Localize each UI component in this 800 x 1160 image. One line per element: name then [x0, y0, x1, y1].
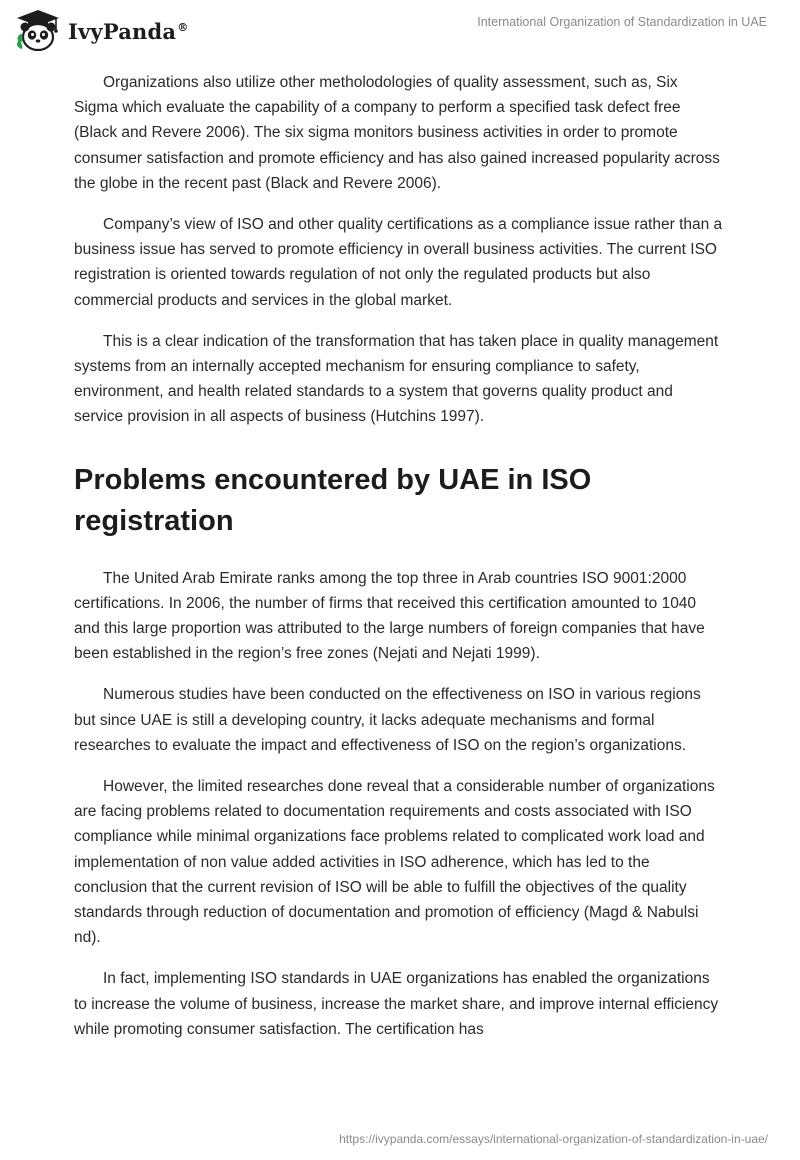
section-heading: Problems encountered by UAE in ISO registration [74, 463, 592, 537]
source-url[interactable]: https://ivypanda.com/essays/international-organization-of-standardization-in-uae/ [339, 1132, 768, 1146]
paragraph: The United Arab Emirate ranks among the top three in Arab countries ISO 9001:2000 certifications. In 2006, the number of firms that received this certification amounted to 1040 and this large proportion was attributed to the large numbers of foreign companies that have been established in the region’s free zones (Nejati and Nejati 1999). [74, 569, 705, 663]
paragraph: Organizations also utilize other metholodologies of quality assessment, such as, Six Sigma which evaluate the capability of a company to perform a specified task defect free (Black and Revere 2006). The six sigma monitors business activities in order to promote consumer satisfaction and promote efficiency and has also gained increased popularity across the globe in the recent past (Black and Revere 2006). [74, 74, 720, 192]
brand-name [68, 19, 188, 44]
essay-content [74, 70, 724, 1058]
brand-label: IvyPanda [68, 18, 177, 44]
paragraph: Numerous studies have been conducted on the effectiveness on ISO in various regions but since UAE is still a developing country, it lacks adequate mechanisms and formal researches to evaluate the impact and effectiveness of ISO on the region’s organizations. [74, 686, 701, 754]
paragraph: Company’s view of ISO and other quality certifications as a compliance issue rather than a business issue has served to promote efficiency in overall business activities. The current ISO registration is oriented towards regulation of not only the regulated products but also commercial products and services in the global market. [74, 216, 723, 309]
paragraph: However, the limited researches done reveal that a considerable number of organizations are facing problems related to documentation requirements and costs associated with ISO compliance while minimal organizations face problems related to complicated work load and implementation of non value added activities in ISO adherence, which has led to the conclusion that the current revision of ISO will be able to fulfill the objectives of the quality standards through reduction of documentation and promotion of efficiency (Magd & Nabulsi nd). [74, 778, 715, 947]
paragraph: This is a clear indication of the transformation that has taken place in quality management systems from an internally accepted mechanism for ensuring compliance to safety, environment, and health related standards to a system that governs quality product and service provision in all aspects of business (Hutchins 1997). [74, 332, 719, 426]
document-title: International Organization of Standardization in UAE [477, 15, 767, 29]
ivypanda-logo[interactable] [14, 8, 188, 52]
page-header [0, 0, 800, 60]
registered-mark: ® [177, 20, 189, 34]
paragraph: In fact, implementing ISO standards in UAE organizations has enabled the organizations to increase the volume of business, increase the market share, and improve internal efficiency while promoting consumer satisfaction. The certification has [74, 970, 719, 1038]
panda-graduation-cap-icon [14, 8, 62, 52]
